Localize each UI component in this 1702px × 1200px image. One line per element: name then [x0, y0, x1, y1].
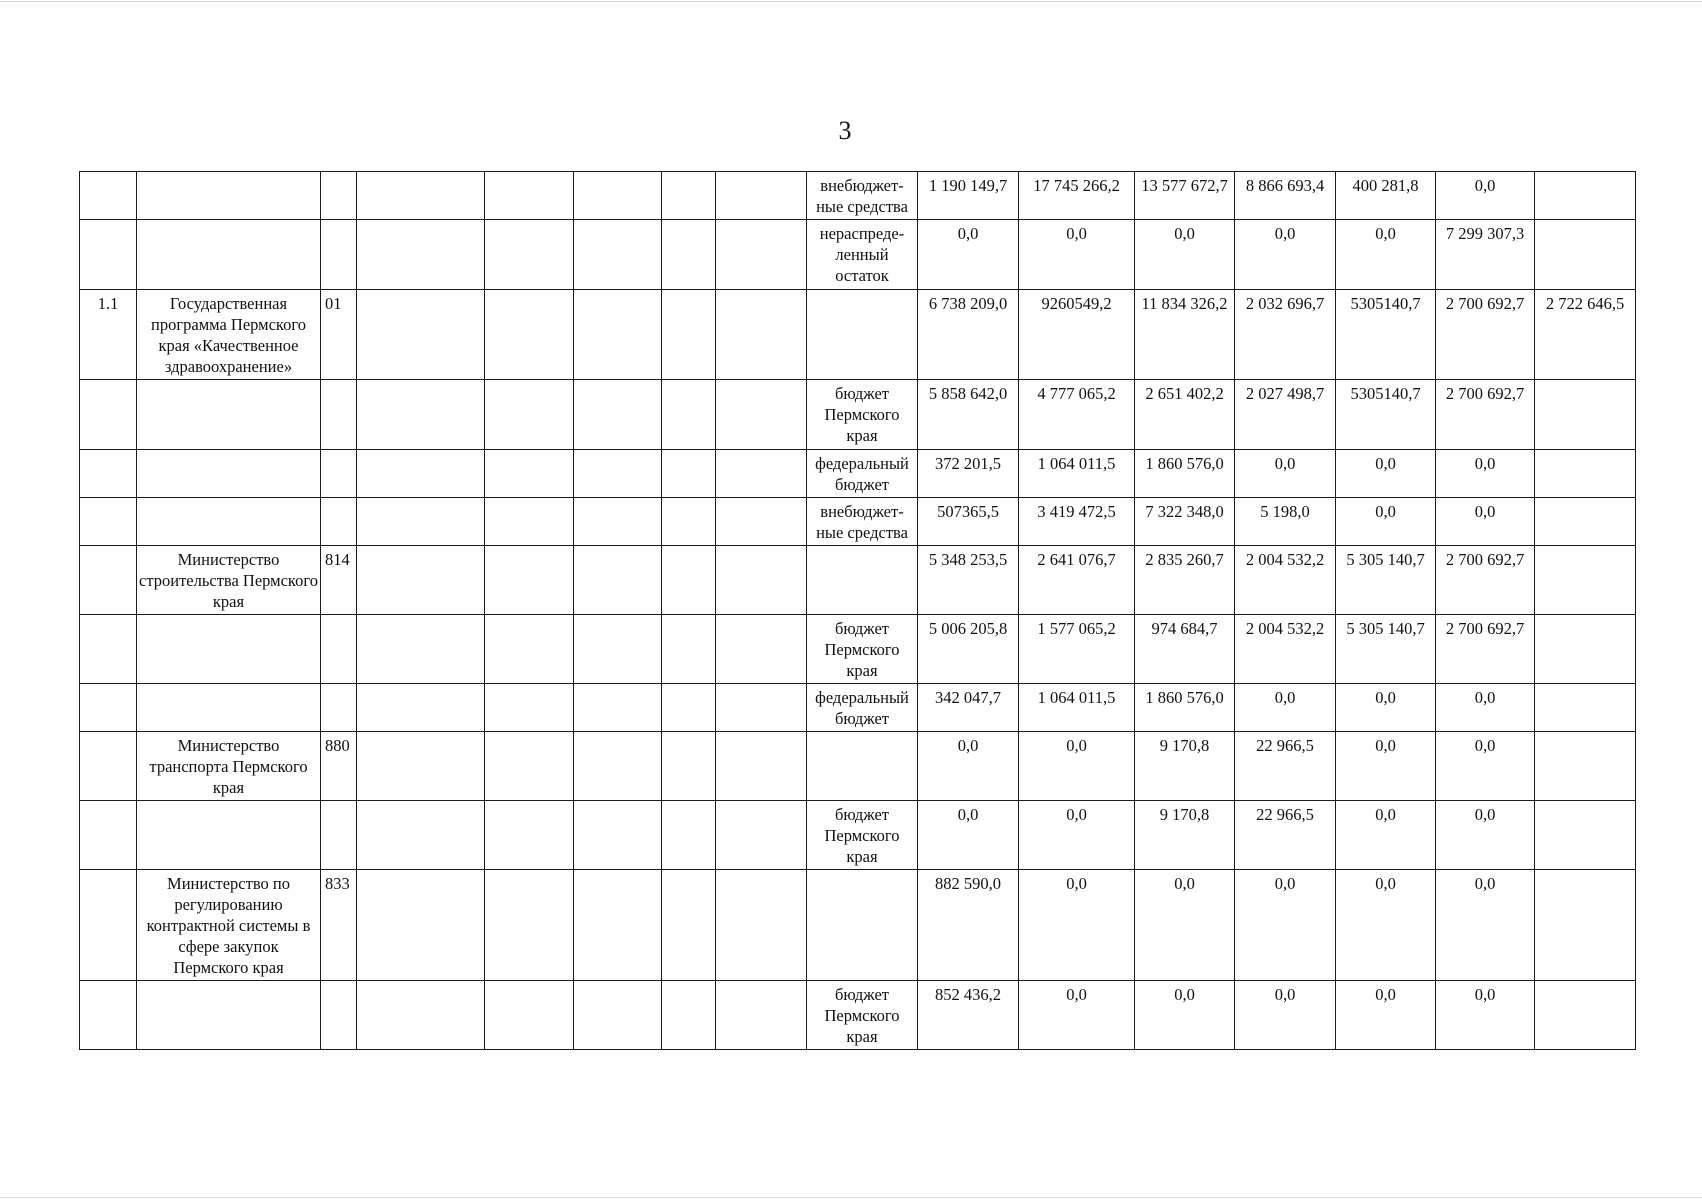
cell-value-1: 5 006 205,8	[918, 615, 1019, 684]
cell-funding-source: бюджет Пермского края	[807, 380, 918, 450]
cell-col-8	[716, 615, 807, 684]
cell-value-2: 1 577 065,2	[1019, 615, 1135, 684]
cell-program-name	[137, 981, 321, 1050]
cell-value-5: 400 281,8	[1336, 172, 1436, 220]
cell-col-4	[357, 615, 485, 684]
cell-col-5	[485, 290, 574, 380]
cell-value-7	[1535, 684, 1636, 732]
cell-value-1: 0,0	[918, 801, 1019, 870]
cell-value-2: 9260549,2	[1019, 290, 1135, 380]
cell-value-3: 2 835 260,7	[1135, 546, 1235, 615]
cell-funding-source	[807, 732, 918, 801]
cell-funding-source: федеральный бюджет	[807, 684, 918, 732]
cell-value-6: 2 700 692,7	[1436, 380, 1535, 450]
cell-col-4	[357, 380, 485, 450]
cell-col-6	[574, 220, 662, 290]
cell-col-8	[716, 290, 807, 380]
cell-col-7	[662, 684, 716, 732]
cell-col-7	[662, 615, 716, 684]
cell-col-5	[485, 498, 574, 546]
cell-col-7	[662, 220, 716, 290]
cell-value-6: 2 700 692,7	[1436, 290, 1535, 380]
cell-program-name: Министерство строительства Пермского края	[137, 546, 321, 615]
table-row	[80, 498, 1636, 546]
cell-value-1: 372 201,5	[918, 450, 1019, 498]
cell-value-7	[1535, 732, 1636, 801]
cell-col-5	[485, 220, 574, 290]
cell-row-number	[80, 684, 137, 732]
cell-col-8	[716, 684, 807, 732]
cell-value-4: 0,0	[1235, 981, 1336, 1050]
cell-col-5	[485, 546, 574, 615]
cell-row-number	[80, 220, 137, 290]
scan-edge-top	[0, 1, 1702, 2]
cell-value-2: 1 064 011,5	[1019, 450, 1135, 498]
cell-row-number	[80, 380, 137, 450]
cell-value-3: 1 860 576,0	[1135, 450, 1235, 498]
cell-code: 814	[321, 546, 357, 615]
cell-value-2: 3 419 472,5	[1019, 498, 1135, 546]
cell-col-7	[662, 450, 716, 498]
table-row	[80, 546, 1636, 615]
cell-value-5: 0,0	[1336, 684, 1436, 732]
cell-col-8	[716, 732, 807, 801]
cell-value-2: 1 064 011,5	[1019, 684, 1135, 732]
cell-value-1: 852 436,2	[918, 981, 1019, 1050]
cell-value-6: 0,0	[1436, 870, 1535, 981]
cell-value-2: 0,0	[1019, 801, 1135, 870]
cell-value-7	[1535, 981, 1636, 1050]
cell-col-8	[716, 870, 807, 981]
cell-value-5: 0,0	[1336, 801, 1436, 870]
cell-funding-source: бюджет Пермского края	[807, 801, 918, 870]
cell-value-4: 5 198,0	[1235, 498, 1336, 546]
cell-col-4	[357, 546, 485, 615]
cell-value-7	[1535, 450, 1636, 498]
cell-program-name	[137, 498, 321, 546]
cell-program-name	[137, 615, 321, 684]
cell-col-5	[485, 450, 574, 498]
cell-value-4: 22 966,5	[1235, 732, 1336, 801]
cell-program-name	[137, 801, 321, 870]
cell-col-7	[662, 546, 716, 615]
cell-value-5: 5 305 140,7	[1336, 615, 1436, 684]
cell-code	[321, 498, 357, 546]
cell-value-3: 1 860 576,0	[1135, 684, 1235, 732]
cell-col-6	[574, 801, 662, 870]
table-row	[80, 450, 1636, 498]
cell-col-8	[716, 220, 807, 290]
cell-program-name	[137, 684, 321, 732]
cell-program-name	[137, 220, 321, 290]
cell-value-2: 0,0	[1019, 981, 1135, 1050]
cell-value-6: 0,0	[1436, 732, 1535, 801]
table-row	[80, 801, 1636, 870]
table-row	[80, 380, 1636, 450]
cell-code	[321, 615, 357, 684]
cell-value-3: 0,0	[1135, 220, 1235, 290]
cell-col-8	[716, 981, 807, 1050]
cell-col-6	[574, 450, 662, 498]
cell-funding-source	[807, 546, 918, 615]
cell-col-5	[485, 172, 574, 220]
cell-col-4	[357, 870, 485, 981]
cell-value-6: 7 299 307,3	[1436, 220, 1535, 290]
cell-row-number	[80, 546, 137, 615]
cell-col-6	[574, 615, 662, 684]
cell-value-6: 2 700 692,7	[1436, 615, 1535, 684]
cell-value-3: 0,0	[1135, 981, 1235, 1050]
cell-funding-source	[807, 290, 918, 380]
cell-value-1: 882 590,0	[918, 870, 1019, 981]
cell-funding-source: федеральный бюджет	[807, 450, 918, 498]
cell-value-4: 22 966,5	[1235, 801, 1336, 870]
cell-value-7	[1535, 172, 1636, 220]
cell-value-3: 9 170,8	[1135, 801, 1235, 870]
cell-value-6: 0,0	[1436, 801, 1535, 870]
cell-value-6: 0,0	[1436, 450, 1535, 498]
cell-funding-source: бюджет Пермского края	[807, 981, 918, 1050]
cell-col-5	[485, 801, 574, 870]
cell-col-4	[357, 172, 485, 220]
cell-col-6	[574, 546, 662, 615]
cell-value-1: 1 190 149,7	[918, 172, 1019, 220]
cell-col-6	[574, 290, 662, 380]
cell-col-8	[716, 172, 807, 220]
cell-col-6	[574, 981, 662, 1050]
cell-funding-source: внебюджет-ные средства	[807, 172, 918, 220]
page-number: 3	[838, 116, 852, 145]
cell-value-5: 0,0	[1336, 220, 1436, 290]
cell-value-5: 0,0	[1336, 450, 1436, 498]
cell-value-5: 0,0	[1336, 981, 1436, 1050]
cell-program-name: Министерство транспорта Пермского края	[137, 732, 321, 801]
cell-value-5: 5305140,7	[1336, 290, 1436, 380]
cell-value-4: 0,0	[1235, 684, 1336, 732]
cell-col-7	[662, 172, 716, 220]
cell-value-2: 0,0	[1019, 220, 1135, 290]
table-row	[80, 684, 1636, 732]
cell-funding-source: внебюджет-ные средства	[807, 498, 918, 546]
cell-col-6	[574, 498, 662, 546]
cell-value-4: 2 032 696,7	[1235, 290, 1336, 380]
cell-funding-source: бюджет Пермского края	[807, 615, 918, 684]
cell-value-1: 5 858 642,0	[918, 380, 1019, 450]
cell-col-6	[574, 172, 662, 220]
cell-value-4: 2 027 498,7	[1235, 380, 1336, 450]
cell-funding-source	[807, 870, 918, 981]
cell-value-7	[1535, 380, 1636, 450]
cell-value-1: 0,0	[918, 220, 1019, 290]
cell-col-5	[485, 684, 574, 732]
cell-value-7: 2 722 646,5	[1535, 290, 1636, 380]
cell-value-3: 2 651 402,2	[1135, 380, 1235, 450]
cell-col-5	[485, 981, 574, 1050]
table-row	[80, 732, 1636, 801]
table-row	[80, 615, 1636, 684]
cell-code	[321, 380, 357, 450]
cell-col-4	[357, 732, 485, 801]
cell-value-5: 0,0	[1336, 732, 1436, 801]
cell-row-number	[80, 870, 137, 981]
cell-program-name: Министерство по регулированию контрактной системы в сфере закупок Пермского края	[137, 870, 321, 981]
cell-code: 833	[321, 870, 357, 981]
cell-value-4: 0,0	[1235, 450, 1336, 498]
cell-col-6	[574, 380, 662, 450]
cell-col-4	[357, 981, 485, 1050]
cell-code	[321, 220, 357, 290]
cell-value-3: 11 834 326,2	[1135, 290, 1235, 380]
cell-program-name	[137, 380, 321, 450]
cell-value-7	[1535, 870, 1636, 981]
cell-funding-source: нераспреде-ленный остаток	[807, 220, 918, 290]
cell-program-name	[137, 450, 321, 498]
cell-col-4	[357, 220, 485, 290]
cell-value-7	[1535, 220, 1636, 290]
cell-code	[321, 981, 357, 1050]
scan-edge-bottom	[0, 1197, 1702, 1198]
cell-col-5	[485, 870, 574, 981]
cell-value-5: 5305140,7	[1336, 380, 1436, 450]
cell-value-2: 2 641 076,7	[1019, 546, 1135, 615]
cell-col-8	[716, 801, 807, 870]
cell-code	[321, 450, 357, 498]
cell-value-3: 7 322 348,0	[1135, 498, 1235, 546]
cell-value-4: 0,0	[1235, 870, 1336, 981]
cell-col-7	[662, 870, 716, 981]
cell-row-number	[80, 981, 137, 1050]
table-row	[80, 172, 1636, 220]
cell-col-7	[662, 498, 716, 546]
cell-value-5: 0,0	[1336, 870, 1436, 981]
budget-table	[79, 171, 1636, 1050]
cell-value-7	[1535, 615, 1636, 684]
cell-program-name	[137, 172, 321, 220]
cell-row-number	[80, 498, 137, 546]
cell-value-3: 974 684,7	[1135, 615, 1235, 684]
cell-col-8	[716, 380, 807, 450]
cell-code	[321, 172, 357, 220]
cell-col-6	[574, 870, 662, 981]
cell-col-6	[574, 684, 662, 732]
cell-value-5: 0,0	[1336, 498, 1436, 546]
cell-col-5	[485, 732, 574, 801]
cell-value-5: 5 305 140,7	[1336, 546, 1436, 615]
cell-value-4: 8 866 693,4	[1235, 172, 1336, 220]
cell-value-4: 2 004 532,2	[1235, 546, 1336, 615]
cell-col-4	[357, 801, 485, 870]
cell-col-8	[716, 546, 807, 615]
cell-col-7	[662, 732, 716, 801]
cell-col-8	[716, 498, 807, 546]
cell-value-6: 2 700 692,7	[1436, 546, 1535, 615]
cell-value-3: 13 577 672,7	[1135, 172, 1235, 220]
budget-table-body	[80, 172, 1636, 1050]
cell-col-7	[662, 981, 716, 1050]
cell-row-number	[80, 615, 137, 684]
cell-value-1: 0,0	[918, 732, 1019, 801]
table-row	[80, 290, 1636, 380]
cell-row-number	[80, 732, 137, 801]
cell-code	[321, 801, 357, 870]
cell-col-4	[357, 290, 485, 380]
table-row	[80, 870, 1636, 981]
cell-value-1: 6 738 209,0	[918, 290, 1019, 380]
cell-value-2: 0,0	[1019, 870, 1135, 981]
cell-value-3: 0,0	[1135, 870, 1235, 981]
cell-code: 880	[321, 732, 357, 801]
cell-value-7	[1535, 546, 1636, 615]
cell-value-6: 0,0	[1436, 498, 1535, 546]
cell-row-number: 1.1	[80, 290, 137, 380]
cell-row-number	[80, 172, 137, 220]
cell-col-4	[357, 498, 485, 546]
cell-value-4: 0,0	[1235, 220, 1336, 290]
cell-program-name: Государственная программа Пермского края «Качественное здравоохранение»	[137, 290, 321, 380]
cell-value-6: 0,0	[1436, 981, 1535, 1050]
cell-value-2: 0,0	[1019, 732, 1135, 801]
table-row	[80, 981, 1636, 1050]
cell-code	[321, 684, 357, 732]
cell-value-7	[1535, 498, 1636, 546]
cell-col-7	[662, 380, 716, 450]
cell-value-3: 9 170,8	[1135, 732, 1235, 801]
cell-col-8	[716, 450, 807, 498]
cell-value-1: 507365,5	[918, 498, 1019, 546]
cell-row-number	[80, 450, 137, 498]
cell-col-4	[357, 684, 485, 732]
table-row	[80, 220, 1636, 290]
cell-value-6: 0,0	[1436, 172, 1535, 220]
cell-col-7	[662, 290, 716, 380]
cell-row-number	[80, 801, 137, 870]
cell-col-5	[485, 380, 574, 450]
cell-col-7	[662, 801, 716, 870]
cell-value-1: 5 348 253,5	[918, 546, 1019, 615]
cell-col-4	[357, 450, 485, 498]
cell-value-2: 4 777 065,2	[1019, 380, 1135, 450]
cell-value-2: 17 745 266,2	[1019, 172, 1135, 220]
cell-code: 01	[321, 290, 357, 380]
cell-value-7	[1535, 801, 1636, 870]
cell-col-5	[485, 615, 574, 684]
cell-value-4: 2 004 532,2	[1235, 615, 1336, 684]
cell-value-1: 342 047,7	[918, 684, 1019, 732]
cell-col-6	[574, 732, 662, 801]
cell-value-6: 0,0	[1436, 684, 1535, 732]
